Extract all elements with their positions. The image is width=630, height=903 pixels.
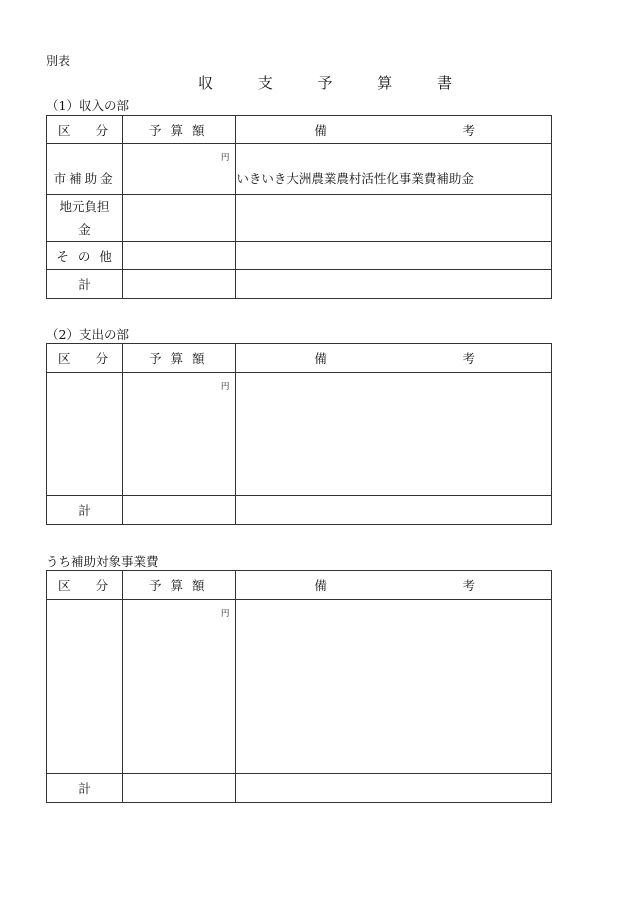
income-remarks-cell [236, 195, 552, 242]
income-table [46, 115, 552, 299]
expense-amount-cell[interactable] [123, 373, 236, 496]
expense-table [46, 343, 552, 525]
category-header: 区 分 [47, 116, 123, 144]
income-header-row [47, 116, 552, 144]
remarks-header: 備 考 [236, 344, 552, 373]
document-title: 収 支 予 算 書 [197, 74, 473, 92]
subsidy-total-row [47, 774, 552, 803]
income-total-remarks-cell [236, 270, 552, 299]
budget-amount-header: 予算額 [123, 344, 236, 373]
yen-unit-mark: 円 [220, 153, 230, 163]
subsidy-category-cell[interactable] [47, 600, 123, 774]
income-category-cell: 地元負担金 [47, 195, 123, 242]
income-amount-cell[interactable] [123, 242, 236, 270]
subsidy-amount-cell[interactable] [123, 600, 236, 774]
expense-header-row [47, 344, 552, 373]
income-row-city-subsidy [47, 144, 552, 195]
budget-amount-header: 予算額 [123, 571, 236, 600]
income-row-local-share [47, 195, 552, 242]
expense-total-amount-cell[interactable] [123, 496, 236, 525]
income-row-other [47, 242, 552, 270]
remarks-header: 備 考 [236, 571, 552, 600]
subsidy-target-heading: うち補助対象事業費 [46, 554, 159, 569]
income-category-cell: 市補助金 [47, 144, 123, 195]
expense-category-cell[interactable] [47, 373, 123, 496]
expense-remarks-cell[interactable] [236, 373, 552, 496]
income-remarks-cell: いきいき大洲農業農村活性化事業費補助金 [236, 144, 552, 195]
yen-unit-mark: 円 [220, 382, 230, 392]
income-category-cell: その他 [47, 242, 123, 270]
total-label: 計 [47, 774, 123, 803]
income-amount-cell[interactable] [123, 144, 236, 195]
subsidy-total-remarks-cell [236, 774, 552, 803]
total-label: 計 [47, 270, 123, 299]
appendix-label: 別表 [46, 54, 71, 68]
category-header: 区 分 [47, 344, 123, 373]
expense-section-heading: （2）支出の部 [46, 327, 129, 342]
subsidy-target-table [46, 570, 552, 803]
income-total-row [47, 270, 552, 299]
budget-amount-header: 予算額 [123, 116, 236, 144]
yen-unit-mark: 円 [220, 609, 230, 619]
subsidy-remarks-cell[interactable] [236, 600, 552, 774]
category-header: 区 分 [47, 571, 123, 600]
subsidy-item-row [47, 600, 552, 774]
subsidy-header-row [47, 571, 552, 600]
remarks-header: 備 考 [236, 116, 552, 144]
income-amount-cell[interactable] [123, 195, 236, 242]
expense-total-remarks-cell [236, 496, 552, 525]
income-section-heading: （1）収入の部 [46, 98, 129, 113]
expense-total-row [47, 496, 552, 525]
income-remarks-cell [236, 242, 552, 270]
income-total-amount-cell[interactable] [123, 270, 236, 299]
total-label: 計 [47, 496, 123, 525]
expense-item-row [47, 373, 552, 496]
subsidy-total-amount-cell[interactable] [123, 774, 236, 803]
